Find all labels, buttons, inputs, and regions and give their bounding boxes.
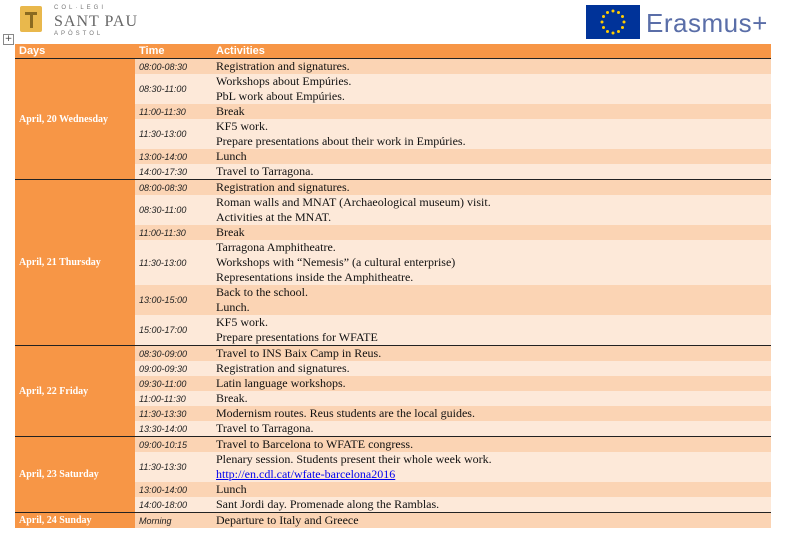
day-label: April, 23 Saturday: [15, 437, 135, 513]
activity-line: [216, 467, 771, 482]
activity-line: Workshops about Empúries.: [216, 74, 352, 88]
activity-cell: [212, 164, 771, 180]
activity-line: KF5 work.: [216, 315, 269, 329]
activity-line: Travel to Barcelona to WFATE congress.: [216, 437, 414, 451]
activity-line: KF5 work.: [216, 119, 269, 133]
time-cell: 11:00-11:30: [135, 225, 212, 240]
activity-line: Latin language workshops.: [216, 376, 346, 390]
days-column-header: Days: [15, 44, 135, 59]
activity-line: Sant Jordi day. Promenade along the Ramblas.: [216, 497, 440, 511]
activity-cell: [212, 482, 771, 497]
time-cell: 08:30-11:00: [135, 195, 212, 225]
time-cell: 09:00-09:30: [135, 361, 212, 376]
activity-cell: [212, 74, 771, 104]
day-label: April, 24 Sunday: [15, 513, 135, 529]
page-header: [0, 0, 797, 46]
time-cell: 11:30-13:00: [135, 240, 212, 285]
activity-line: Activities at the MNAT.: [216, 210, 332, 224]
activity-cell: [212, 180, 771, 196]
activity-line: Travel to Tarragona.: [216, 164, 314, 178]
activity-line: Prepare presentations for WFATE: [216, 330, 378, 344]
day-label: April, 20 Wednesday: [15, 59, 135, 180]
activity-cell: [212, 452, 771, 482]
schedule-row: [15, 513, 771, 529]
activity-line: PbL work about Empúries.: [216, 89, 345, 103]
activity-line: Departure to Italy and Greece: [216, 513, 359, 527]
activity-cell: [212, 240, 771, 285]
eu-flag-icon: [586, 5, 640, 39]
erasmus-label: Erasmus+: [646, 8, 768, 38]
time-cell: 11:30-13:30: [135, 452, 212, 482]
time-cell: Morning: [135, 513, 212, 529]
activity-cell: [212, 497, 771, 513]
activity-line: Registration and signatures.: [216, 180, 350, 194]
activity-cell: [212, 59, 771, 75]
activity-line: Break.: [216, 391, 248, 405]
activity-line: Registration and signatures.: [216, 361, 350, 375]
activity-cell: [212, 437, 771, 453]
time-cell: 08:00-08:30: [135, 59, 212, 75]
activity-cell: [212, 391, 771, 406]
activity-line: Plenary session. Students present their whole week work.: [216, 452, 492, 466]
activity-line: Representations inside the Amphitheatre.: [216, 270, 414, 284]
activity-cell: [212, 285, 771, 315]
school-logo-main-text: SANT PAU: [54, 13, 139, 30]
time-cell: 08:00-08:30: [135, 180, 212, 196]
activity-cell: [212, 421, 771, 437]
time-cell: 13:00-14:00: [135, 149, 212, 164]
time-cell: 11:00-11:30: [135, 391, 212, 406]
activity-cell: [212, 195, 771, 225]
schedule-table: [15, 44, 771, 528]
activity-line: Break: [216, 104, 245, 118]
activity-cell: [212, 406, 771, 421]
schedule-row: [15, 180, 771, 196]
activity-line: Prepare presentations about their work in Empúries.: [216, 134, 466, 148]
schedule-row: [15, 59, 771, 75]
school-logo-icon: [20, 6, 42, 32]
activity-line: Travel to INS Baix Camp in Reus.: [216, 346, 382, 360]
congress-link[interactable]: http://en.cdl.cat/wfate-barcelona2016: [216, 467, 396, 481]
activity-cell: [212, 315, 771, 346]
table-header-row: [15, 44, 771, 59]
activity-line: Registration and signatures.: [216, 59, 350, 73]
activity-line: Lunch: [216, 149, 247, 163]
time-cell: 13:00-15:00: [135, 285, 212, 315]
table-move-handle-icon[interactable]: +: [4, 34, 13, 44]
day-label: April, 22 Friday: [15, 346, 135, 437]
activity-line: Back to the school.: [216, 285, 308, 299]
activity-line: Tarragona Amphitheatre.: [216, 240, 336, 254]
day-label: April, 21 Thursday: [15, 180, 135, 346]
time-cell: 14:00-18:00: [135, 497, 212, 513]
activity-line: Lunch.: [216, 300, 250, 314]
erasmus-logo: [586, 5, 786, 41]
schedule-body: [15, 59, 771, 529]
time-cell: 09:00-10:15: [135, 437, 212, 453]
activities-column-header: Activities: [212, 44, 771, 59]
activity-line: Lunch: [216, 482, 247, 496]
activity-cell: [212, 346, 771, 362]
time-cell: 09:30-11:00: [135, 376, 212, 391]
activity-line: Modernism routes. Reus students are the local guides.: [216, 406, 475, 420]
time-cell: 08:30-09:00: [135, 346, 212, 362]
schedule-row: [15, 437, 771, 453]
activity-cell: [212, 104, 771, 119]
time-cell: 13:30-14:00: [135, 421, 212, 437]
time-cell: 15:00-17:00: [135, 315, 212, 346]
activity-cell: [212, 225, 771, 240]
time-cell: 11:00-11:30: [135, 104, 212, 119]
activity-cell: [212, 361, 771, 376]
activity-line: Break: [216, 225, 245, 239]
activity-cell: [212, 149, 771, 164]
activity-line: Workshops with “Nemesis” (a cultural enterprise): [216, 255, 456, 269]
schedule-row: [15, 346, 771, 362]
time-cell: 08:30-11:00: [135, 74, 212, 104]
time-column-header: Time: [135, 44, 212, 59]
school-logo: [20, 4, 140, 38]
activity-line: Roman walls and MNAT (Archaeological museum) visit.: [216, 195, 491, 209]
time-cell: 14:00-17:30: [135, 164, 212, 180]
time-cell: 11:30-13:30: [135, 406, 212, 421]
time-cell: 11:30-13:00: [135, 119, 212, 149]
school-logo-bottom-text: APÒSTOL: [54, 31, 104, 37]
activity-cell: [212, 376, 771, 391]
activity-line: Travel to Tarragona.: [216, 421, 314, 435]
school-logo-top-text: COL·LEGI: [54, 5, 107, 11]
activity-cell: [212, 513, 771, 529]
activity-cell: [212, 119, 771, 149]
time-cell: 13:00-14:00: [135, 482, 212, 497]
